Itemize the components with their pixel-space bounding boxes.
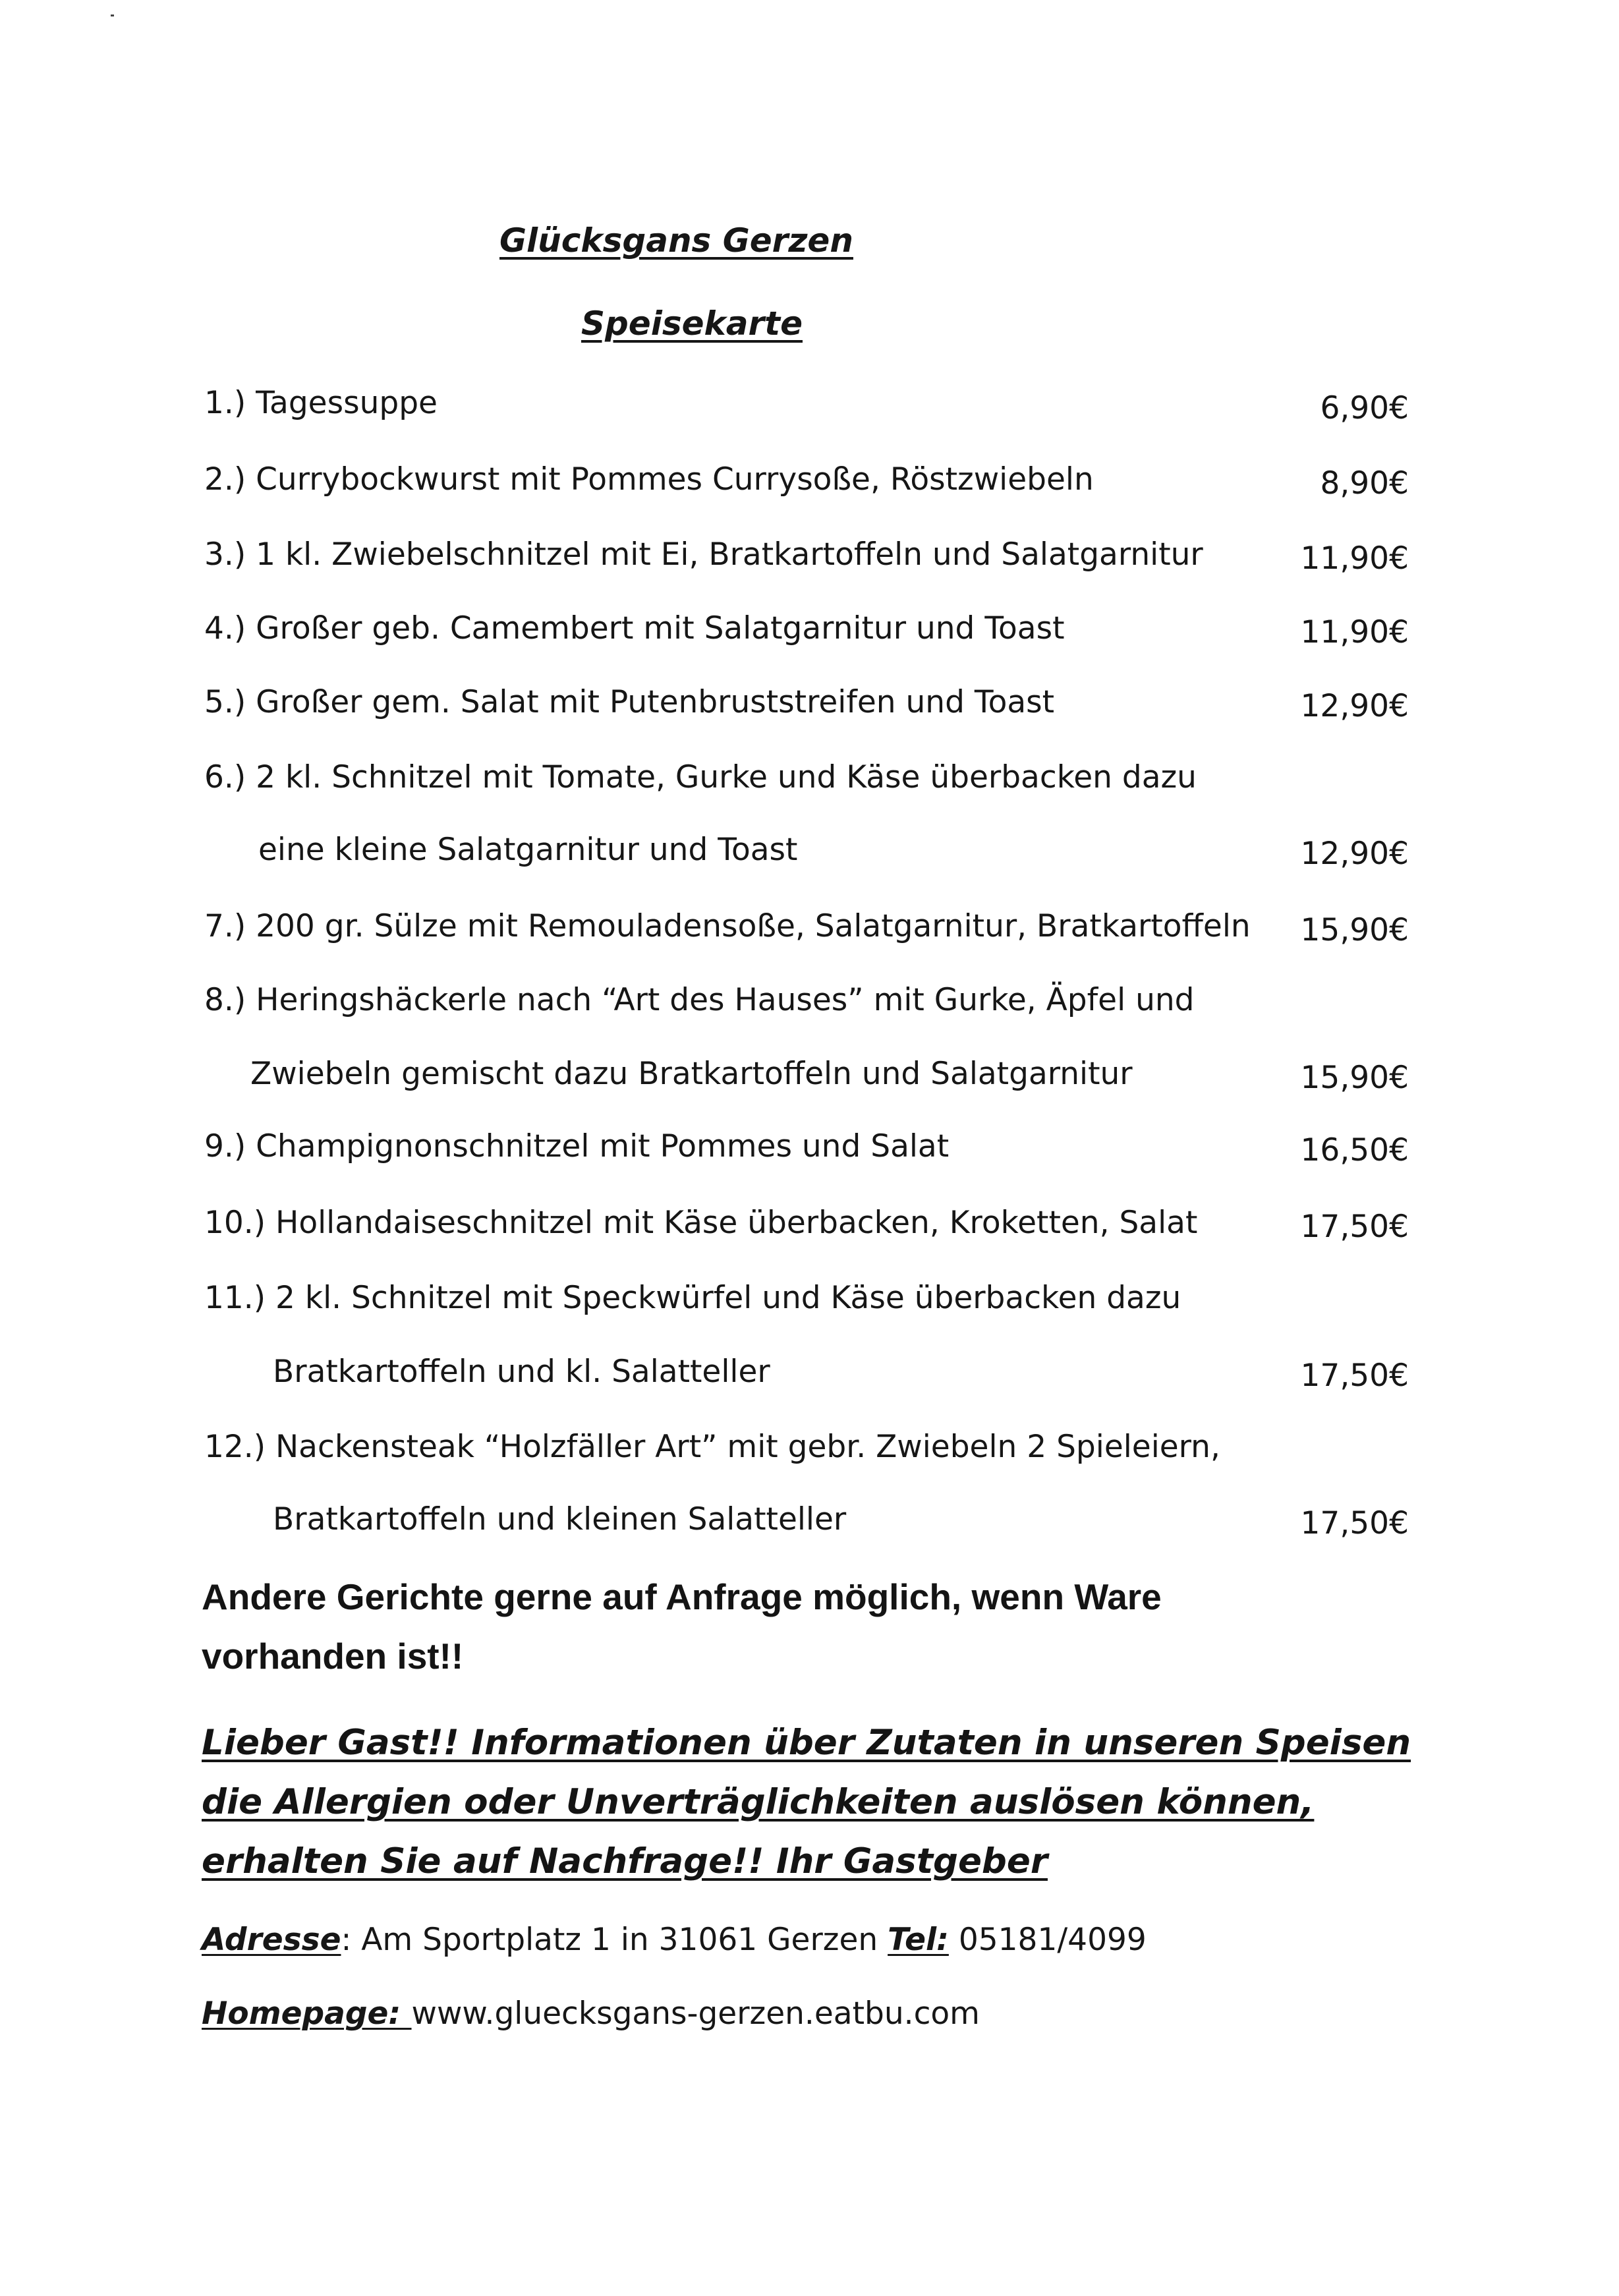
menu-item-continuation — [0, 830, 1619, 876]
menu-item — [0, 609, 1619, 655]
menu-item-price: 17,50€ — [1300, 1505, 1409, 1541]
other-dishes-note — [202, 1567, 1322, 1686]
allergy-line: die Allergien oder Unverträglichkeiten auslösen können, — [202, 1782, 1315, 1822]
homepage-link[interactable]: www.gluecksgans-gerzen.eatbu.com — [411, 1995, 980, 2032]
menu-item-name: 5.) Großer gem. Salat mit Putenbruststreifen und Toast — [204, 684, 1055, 720]
menu-item-name: 3.) 1 kl. Zwiebelschnitzel mit Ei, Bratkartoffeln und Salatgarnitur — [204, 536, 1203, 573]
restaurant-name: Glücksgans Gerzen — [499, 221, 853, 260]
menu-item — [0, 460, 1619, 506]
address-value: : Am Sportplatz 1 in 31061 Gerzen — [341, 1922, 888, 1958]
menu-item-price: 12,90€ — [1300, 688, 1409, 724]
menu-item — [0, 1203, 1619, 1249]
address-line — [202, 1920, 1147, 1960]
menu-item-name: 6.) 2 kl. Schnitzel mit Tomate, Gurke und Käse überbacken dazu — [204, 759, 1197, 795]
homepage-label: Homepage: — [202, 1995, 412, 2032]
menu-item-price: 12,90€ — [1300, 836, 1409, 872]
menu-item-name: 7.) 200 gr. Sülze mit Remouladensoße, Salatgarnitur, Bratkartoffeln — [204, 908, 1251, 944]
allergy-note — [202, 1713, 1427, 1891]
phone-value: 05181/4099 — [948, 1922, 1147, 1958]
menu-item — [0, 1427, 1619, 1474]
menu-item-name-continued: Bratkartoffeln und kleinen Salatteller — [273, 1501, 847, 1537]
allergy-line: erhalten Sie auf Nachfrage!! Ihr Gastgeber — [202, 1841, 1048, 1881]
menu-item-name-continued: Bratkartoffeln und kl. Salatteller — [273, 1354, 770, 1390]
menu-title: Speisekarte — [581, 304, 803, 343]
homepage-line — [202, 1994, 980, 2034]
menu-item-price: 8,90€ — [1320, 465, 1409, 502]
menu-item-name: 1.) Tagessuppe — [204, 385, 438, 421]
menu-item — [0, 535, 1619, 581]
other-dishes-line: Andere Gerichte gerne auf Anfrage möglich, wenn Ware — [202, 1576, 1162, 1617]
menu-item — [0, 384, 1619, 430]
menu-item-price: 15,90€ — [1300, 1060, 1409, 1096]
menu-item-name-continued: eine kleine Salatgarnitur und Toast — [258, 832, 798, 868]
phone-label: Tel: — [888, 1922, 949, 1958]
menu-item-name: 2.) Currybockwurst mit Pommes Currysoße, Röstzwiebeln — [204, 461, 1094, 498]
menu-item-price: 11,90€ — [1300, 614, 1409, 650]
menu-item — [0, 907, 1619, 953]
other-dishes-line: vorhanden ist!! — [202, 1636, 464, 1677]
menu-item-name: 12.) Nackensteak “Holzfäller Art” mit gebr. Zwiebeln 2 Spieleiern, — [204, 1429, 1220, 1465]
menu-item — [0, 981, 1619, 1027]
menu-item — [0, 1127, 1619, 1173]
menu-item-price: 11,90€ — [1300, 540, 1409, 577]
menu-item-price: 17,50€ — [1300, 1358, 1409, 1394]
allergy-line: Lieber Gast!! Informationen über Zutaten in unseren Speisen — [202, 1723, 1411, 1763]
menu-item-name: 10.) Hollandaiseschnitzel mit Käse überbacken, Kroketten, Salat — [204, 1205, 1198, 1241]
scan-speck — [111, 14, 114, 16]
menu-item-price: 16,50€ — [1300, 1132, 1409, 1168]
menu-item-name: 9.) Champignonschnitzel mit Pommes und Salat — [204, 1128, 950, 1164]
menu-item-name: 4.) Großer geb. Camembert mit Salatgarnitur und Toast — [204, 610, 1065, 646]
menu-item-price: 15,90€ — [1300, 912, 1409, 948]
menu-item-price: 17,50€ — [1300, 1209, 1409, 1245]
menu-item-continuation — [0, 1352, 1619, 1398]
menu-item-name: 8.) Heringshäckerle nach “Art des Hauses” mit Gurke, Äpfel und — [204, 982, 1195, 1018]
menu-item-name: 11.) 2 kl. Schnitzel mit Speckwürfel und Käse überbacken dazu — [204, 1280, 1181, 1316]
menu-item — [0, 758, 1619, 804]
menu-item — [0, 683, 1619, 729]
address-label: Adresse — [202, 1922, 341, 1958]
menu-item-continuation — [0, 1054, 1619, 1101]
menu-item-continuation — [0, 1500, 1619, 1546]
menu-item — [0, 1278, 1619, 1325]
menu-item-price: 6,90€ — [1320, 390, 1409, 426]
menu-item-name-continued: Zwiebeln gemischt dazu Bratkartoffeln und Salatgarnitur — [250, 1056, 1133, 1092]
